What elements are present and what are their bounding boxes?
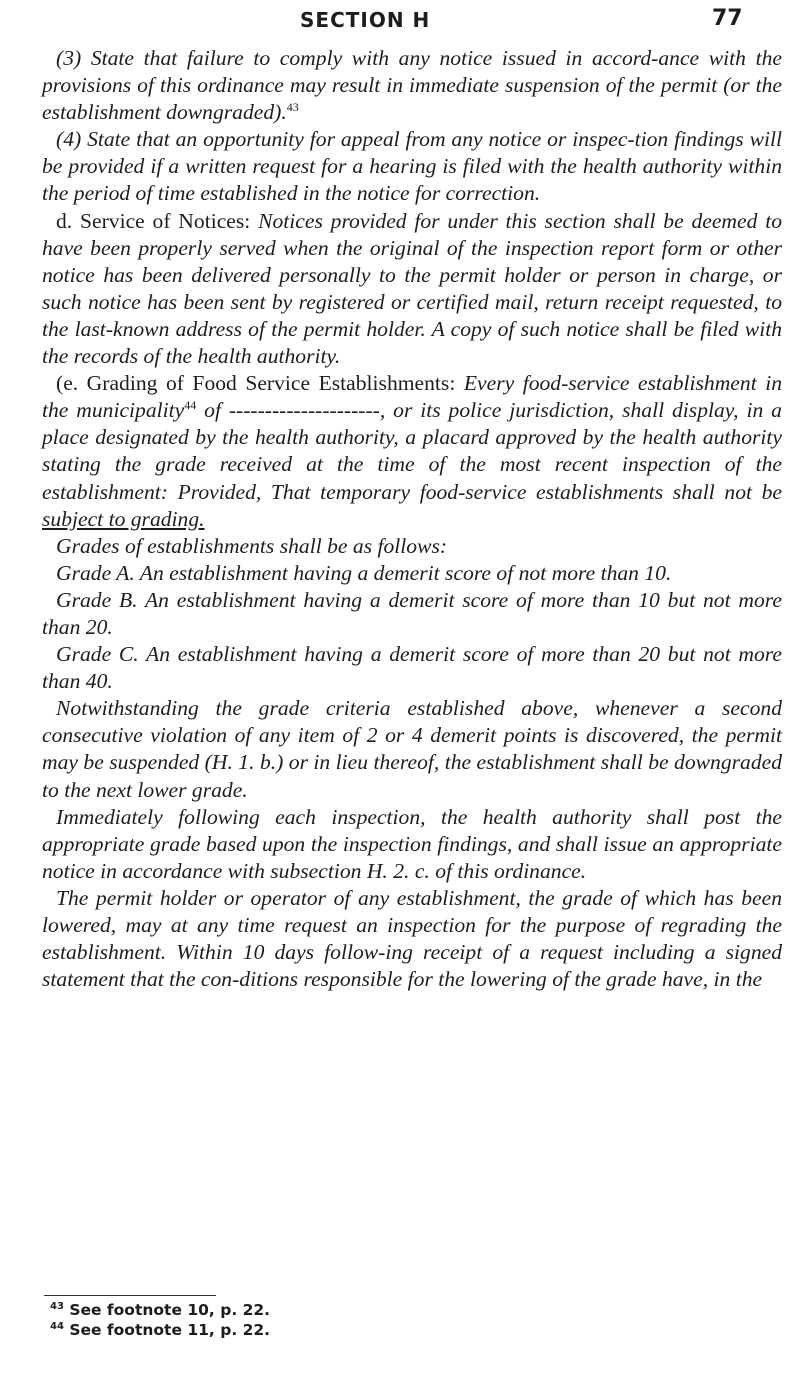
footnote-divider bbox=[44, 1295, 216, 1296]
service-of-notices-text: Notices provided for under this section shall be deemed to have been properly served when the original of the inspection report form or other notice has been delivered personally to the permit holder or person in charge, or such notice has been sent by registered or certified mail, return receipt requested, to the last-known address of the permit holder. A copy of such notice shall be filed with the records of the health authority. bbox=[42, 208, 782, 369]
grading-text-c: That temporary food-service establishments shall not be bbox=[270, 479, 782, 504]
footnote-ref-44: 44 bbox=[184, 398, 197, 413]
paragraph-grade-c: Grade C. An establishment having a demerit score of more than 20 but not more than 40. bbox=[42, 642, 782, 694]
paragraph-grade-a: Grade A. An establishment having a demerit score of not more than 10. bbox=[56, 560, 672, 585]
footnote-mark: 43 bbox=[50, 1300, 64, 1312]
grading-provided: Provided, bbox=[177, 479, 262, 504]
paragraph-notwithstanding: Notwithstanding the grade criteria established above, whenever a second consecutive violation of any item of 2 or 4 demerit points is discovered, the permit may be suspended (H. 1. b.) or in lieu thereof, the establishment shall be downgraded to the next lower grade. bbox=[42, 696, 782, 802]
footnote-ref-43: 43 bbox=[286, 100, 299, 114]
footnote-mark: 44 bbox=[50, 1320, 64, 1332]
paragraph-3-text: (3) State that failure to comply with any notice issued in accord-ance with the provisions of this ordinance may result in immediate suspension of the permit (or the establishment downgraded). bbox=[42, 46, 782, 125]
body-text bbox=[42, 45, 782, 993]
footnote-43 bbox=[50, 1300, 750, 1320]
paragraph-grade-b: Grade B. An establishment having a demerit score of more than 10 but not more than 20. bbox=[42, 587, 782, 639]
page-number: 77 bbox=[712, 6, 743, 31]
grading-underlined: subject to grading. bbox=[42, 506, 205, 531]
grading-text-a: Every food-service establishment in the municipality bbox=[42, 371, 782, 423]
paragraph-immediately: Immediately following each inspection, the health authority shall post the appropriate grade based upon the inspection findings, and shall issue an appropriate notice in accordance with subsection H. 2. c. of this ordinance. bbox=[42, 804, 782, 883]
section-title: SECTION H bbox=[300, 8, 431, 32]
paragraph-permit-holder: The permit holder or operator of any establishment, the grade of which has been lowered, may at any time request an inspection for the purpose of regrading the establishment. Within 10 days follow-ing receipt of a request including a signed statement that the con-ditions responsible for the lowering of the grade have, in the bbox=[42, 885, 782, 992]
footnote-text: See footnote 10, p. 22. bbox=[69, 1301, 271, 1319]
paragraph-grades-intro: Grades of establishments shall be as follows: bbox=[56, 533, 448, 558]
footnote-44 bbox=[50, 1320, 750, 1340]
service-of-notices-heading: d. Service of Notices: bbox=[56, 208, 251, 233]
footnotes bbox=[50, 1300, 750, 1340]
grading-text-b: of ---------------------, or its police jurisdiction, shall display, in a place designated by the health authority, a placard approved by the health authority stating the grade received at the time of the most recent inspection of the establishment: bbox=[42, 398, 782, 504]
grading-heading: (e. Grading of Food Service Establishments: bbox=[56, 371, 456, 396]
footnote-text: See footnote 11, p. 22. bbox=[69, 1321, 271, 1339]
page-header bbox=[0, 6, 801, 36]
paragraph-4: (4) State that an opportunity for appeal from any notice or inspec-tion findings will be provided if a written request for a hearing is filed with the health authority within the period of time established in the notice for correction. bbox=[42, 127, 782, 206]
paragraph-service-of-notices bbox=[42, 208, 782, 371]
paragraph-grading bbox=[42, 370, 782, 533]
paragraph-3 bbox=[42, 45, 782, 126]
